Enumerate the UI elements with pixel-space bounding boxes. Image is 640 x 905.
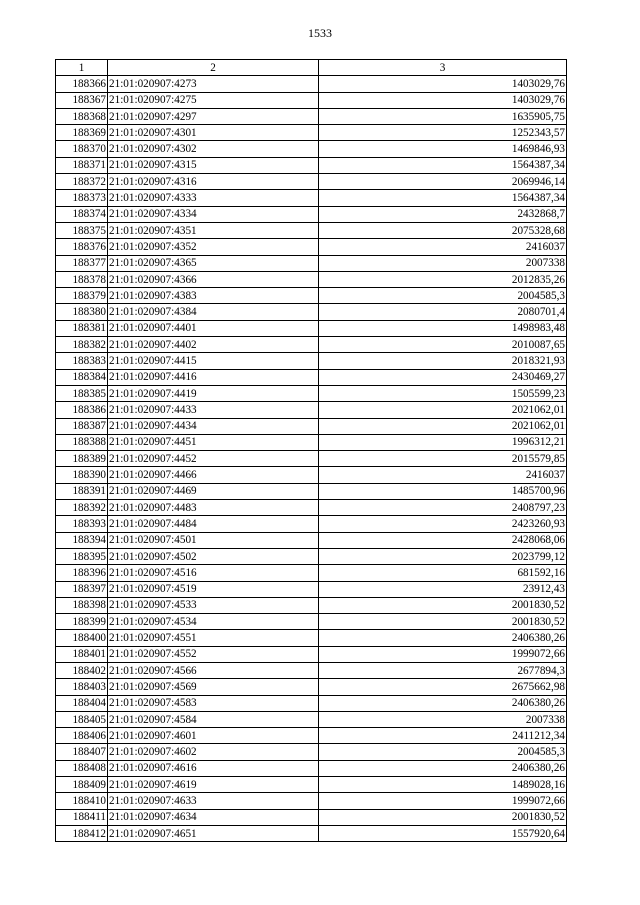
row-number: 188397 bbox=[56, 581, 108, 597]
cadastral-number: 21:01:020907:4316 bbox=[108, 174, 319, 190]
table-row bbox=[56, 760, 567, 776]
cadastral-number: 21:01:020907:4634 bbox=[108, 809, 319, 825]
cadastral-value: 2001830,52 bbox=[319, 597, 567, 613]
cadastral-value: 1564387,34 bbox=[319, 157, 567, 173]
table-row bbox=[56, 125, 567, 141]
table-row bbox=[56, 809, 567, 825]
cadastral-value: 2432868,7 bbox=[319, 206, 567, 222]
cadastral-number: 21:01:020907:4601 bbox=[108, 728, 319, 744]
header-col-1: 1 bbox=[56, 60, 108, 76]
row-number: 188372 bbox=[56, 174, 108, 190]
row-number: 188396 bbox=[56, 565, 108, 581]
cadastral-number: 21:01:020907:4333 bbox=[108, 190, 319, 206]
cadastral-value: 2406380,26 bbox=[319, 695, 567, 711]
cadastral-value: 2004585,3 bbox=[319, 744, 567, 760]
table-row bbox=[56, 239, 567, 255]
cadastral-number: 21:01:020907:4384 bbox=[108, 304, 319, 320]
row-number: 188405 bbox=[56, 711, 108, 727]
table-row bbox=[56, 825, 567, 841]
row-number: 188409 bbox=[56, 777, 108, 793]
table-row bbox=[56, 630, 567, 646]
table-row bbox=[56, 385, 567, 401]
table-row bbox=[56, 76, 567, 92]
row-number: 188373 bbox=[56, 190, 108, 206]
cadastral-number: 21:01:020907:4334 bbox=[108, 206, 319, 222]
table-row bbox=[56, 157, 567, 173]
table-body bbox=[56, 76, 567, 842]
table-row bbox=[56, 597, 567, 613]
table-row bbox=[56, 434, 567, 450]
table-row bbox=[56, 614, 567, 630]
row-number: 188380 bbox=[56, 304, 108, 320]
cadastral-number: 21:01:020907:4419 bbox=[108, 385, 319, 401]
cadastral-value: 1485700,96 bbox=[319, 483, 567, 499]
table-row bbox=[56, 206, 567, 222]
row-number: 188400 bbox=[56, 630, 108, 646]
table-row bbox=[56, 500, 567, 516]
row-number: 188378 bbox=[56, 271, 108, 287]
row-number: 188410 bbox=[56, 793, 108, 809]
cadastral-number: 21:01:020907:4434 bbox=[108, 418, 319, 434]
cadastral-value: 2408797,23 bbox=[319, 500, 567, 516]
cadastral-number: 21:01:020907:4297 bbox=[108, 108, 319, 124]
row-number: 188398 bbox=[56, 597, 108, 613]
row-number: 188368 bbox=[56, 108, 108, 124]
row-number: 188412 bbox=[56, 825, 108, 841]
cadastral-number: 21:01:020907:4301 bbox=[108, 125, 319, 141]
cadastral-value: 1557920,64 bbox=[319, 825, 567, 841]
row-number: 188374 bbox=[56, 206, 108, 222]
cadastral-value: 2007338 bbox=[319, 711, 567, 727]
row-number: 188381 bbox=[56, 320, 108, 336]
row-number: 188369 bbox=[56, 125, 108, 141]
cadastral-number: 21:01:020907:4633 bbox=[108, 793, 319, 809]
cadastral-number: 21:01:020907:4302 bbox=[108, 141, 319, 157]
row-number: 188383 bbox=[56, 353, 108, 369]
table-row bbox=[56, 369, 567, 385]
row-number: 188391 bbox=[56, 483, 108, 499]
cadastral-value: 23912,43 bbox=[319, 581, 567, 597]
row-number: 188375 bbox=[56, 222, 108, 238]
row-number: 188385 bbox=[56, 385, 108, 401]
cadastral-number: 21:01:020907:4483 bbox=[108, 500, 319, 516]
cadastral-value: 681592,16 bbox=[319, 565, 567, 581]
cadastral-value: 2406380,26 bbox=[319, 630, 567, 646]
cadastral-value: 2015579,85 bbox=[319, 451, 567, 467]
cadastral-value: 2416037 bbox=[319, 467, 567, 483]
header-col-3: 3 bbox=[319, 60, 567, 76]
cadastral-number: 21:01:020907:4275 bbox=[108, 92, 319, 108]
cadastral-number: 21:01:020907:4366 bbox=[108, 271, 319, 287]
cadastral-number: 21:01:020907:4533 bbox=[108, 597, 319, 613]
cadastral-value: 2007338 bbox=[319, 255, 567, 271]
row-number: 188386 bbox=[56, 402, 108, 418]
cadastral-number: 21:01:020907:4651 bbox=[108, 825, 319, 841]
row-number: 188377 bbox=[56, 255, 108, 271]
table-row bbox=[56, 793, 567, 809]
table-row bbox=[56, 402, 567, 418]
row-number: 188395 bbox=[56, 548, 108, 564]
cadastral-value: 2075328,68 bbox=[319, 222, 567, 238]
table-row bbox=[56, 288, 567, 304]
cadastral-value: 2001830,52 bbox=[319, 809, 567, 825]
cadastral-number: 21:01:020907:4534 bbox=[108, 614, 319, 630]
row-number: 188392 bbox=[56, 500, 108, 516]
row-number: 188408 bbox=[56, 760, 108, 776]
cadastral-number: 21:01:020907:4519 bbox=[108, 581, 319, 597]
row-number: 188366 bbox=[56, 76, 108, 92]
table-row bbox=[56, 304, 567, 320]
cadastral-number: 21:01:020907:4502 bbox=[108, 548, 319, 564]
row-number: 188399 bbox=[56, 614, 108, 630]
table-row bbox=[56, 467, 567, 483]
table-row bbox=[56, 337, 567, 353]
row-number: 188390 bbox=[56, 467, 108, 483]
table-row bbox=[56, 451, 567, 467]
table-row bbox=[56, 711, 567, 727]
cadastral-number: 21:01:020907:4619 bbox=[108, 777, 319, 793]
cadastral-value: 1252343,57 bbox=[319, 125, 567, 141]
cadastral-number: 21:01:020907:4365 bbox=[108, 255, 319, 271]
cadastral-value: 2018321,93 bbox=[319, 353, 567, 369]
cadastral-number: 21:01:020907:4501 bbox=[108, 532, 319, 548]
row-number: 188402 bbox=[56, 662, 108, 678]
cadastral-number: 21:01:020907:4569 bbox=[108, 679, 319, 695]
cadastral-value: 2023799,12 bbox=[319, 548, 567, 564]
table-row bbox=[56, 271, 567, 287]
cadastral-value: 2012835,26 bbox=[319, 271, 567, 287]
cadastral-value: 2423260,93 bbox=[319, 516, 567, 532]
cadastral-number: 21:01:020907:4352 bbox=[108, 239, 319, 255]
cadastral-number: 21:01:020907:4516 bbox=[108, 565, 319, 581]
page-number: 1533 bbox=[308, 26, 332, 40]
cadastral-number: 21:01:020907:4602 bbox=[108, 744, 319, 760]
table-row bbox=[56, 320, 567, 336]
row-number: 188389 bbox=[56, 451, 108, 467]
cadastral-value: 2021062,01 bbox=[319, 418, 567, 434]
row-number: 188376 bbox=[56, 239, 108, 255]
row-number: 188388 bbox=[56, 434, 108, 450]
row-number: 188407 bbox=[56, 744, 108, 760]
header-col-2: 2 bbox=[108, 60, 319, 76]
cadastral-number: 21:01:020907:4415 bbox=[108, 353, 319, 369]
cadastral-number: 21:01:020907:4551 bbox=[108, 630, 319, 646]
cadastral-value: 2406380,26 bbox=[319, 760, 567, 776]
table-row bbox=[56, 108, 567, 124]
table-header-row bbox=[56, 60, 567, 76]
table-row bbox=[56, 174, 567, 190]
cadastral-value: 1996312,21 bbox=[319, 434, 567, 450]
row-number: 188406 bbox=[56, 728, 108, 744]
row-number: 188393 bbox=[56, 516, 108, 532]
row-number: 188367 bbox=[56, 92, 108, 108]
cadastral-value: 2430469,27 bbox=[319, 369, 567, 385]
cadastral-value: 2080701,4 bbox=[319, 304, 567, 320]
cadastral-number: 21:01:020907:4452 bbox=[108, 451, 319, 467]
cadastral-number: 21:01:020907:4451 bbox=[108, 434, 319, 450]
table-row bbox=[56, 353, 567, 369]
cadastral-number: 21:01:020907:4416 bbox=[108, 369, 319, 385]
cadastral-value: 2069946,14 bbox=[319, 174, 567, 190]
table-row bbox=[56, 141, 567, 157]
table-row bbox=[56, 662, 567, 678]
cadastral-value: 2416037 bbox=[319, 239, 567, 255]
table-row bbox=[56, 222, 567, 238]
table-row bbox=[56, 646, 567, 662]
table-row bbox=[56, 483, 567, 499]
table-row bbox=[56, 532, 567, 548]
row-number: 188394 bbox=[56, 532, 108, 548]
row-number: 188401 bbox=[56, 646, 108, 662]
cadastral-value: 2675662,98 bbox=[319, 679, 567, 695]
cadastral-value: 2021062,01 bbox=[319, 402, 567, 418]
cadastral-number: 21:01:020907:4466 bbox=[108, 467, 319, 483]
table-row bbox=[56, 255, 567, 271]
cadastral-number: 21:01:020907:4273 bbox=[108, 76, 319, 92]
row-number: 188404 bbox=[56, 695, 108, 711]
cadastral-number: 21:01:020907:4402 bbox=[108, 337, 319, 353]
cadastral-value: 2677894,3 bbox=[319, 662, 567, 678]
table-row bbox=[56, 565, 567, 581]
table-row bbox=[56, 695, 567, 711]
registry-table bbox=[55, 59, 567, 842]
cadastral-value: 1403029,76 bbox=[319, 92, 567, 108]
row-number: 188382 bbox=[56, 337, 108, 353]
table-row bbox=[56, 581, 567, 597]
cadastral-number: 21:01:020907:4616 bbox=[108, 760, 319, 776]
cadastral-value: 2411212,34 bbox=[319, 728, 567, 744]
cadastral-number: 21:01:020907:4552 bbox=[108, 646, 319, 662]
cadastral-value: 2001830,52 bbox=[319, 614, 567, 630]
table-row bbox=[56, 190, 567, 206]
cadastral-value: 1498983,48 bbox=[319, 320, 567, 336]
cadastral-number: 21:01:020907:4401 bbox=[108, 320, 319, 336]
row-number: 188384 bbox=[56, 369, 108, 385]
row-number: 188387 bbox=[56, 418, 108, 434]
cadastral-value: 1403029,76 bbox=[319, 76, 567, 92]
cadastral-number: 21:01:020907:4584 bbox=[108, 711, 319, 727]
table-row bbox=[56, 679, 567, 695]
row-number: 188379 bbox=[56, 288, 108, 304]
cadastral-value: 1999072,66 bbox=[319, 793, 567, 809]
row-number: 188403 bbox=[56, 679, 108, 695]
cadastral-number: 21:01:020907:4433 bbox=[108, 402, 319, 418]
row-number: 188370 bbox=[56, 141, 108, 157]
cadastral-number: 21:01:020907:4469 bbox=[108, 483, 319, 499]
table-row bbox=[56, 744, 567, 760]
row-number: 188371 bbox=[56, 157, 108, 173]
table-row bbox=[56, 516, 567, 532]
cadastral-value: 1469846,93 bbox=[319, 141, 567, 157]
cadastral-value: 1635905,75 bbox=[319, 108, 567, 124]
cadastral-value: 1489028,16 bbox=[319, 777, 567, 793]
table-row bbox=[56, 418, 567, 434]
table-row bbox=[56, 548, 567, 564]
cadastral-number: 21:01:020907:4351 bbox=[108, 222, 319, 238]
cadastral-number: 21:01:020907:4383 bbox=[108, 288, 319, 304]
cadastral-value: 1505599,23 bbox=[319, 385, 567, 401]
cadastral-number: 21:01:020907:4583 bbox=[108, 695, 319, 711]
cadastral-value: 2004585,3 bbox=[319, 288, 567, 304]
table-row bbox=[56, 777, 567, 793]
cadastral-number: 21:01:020907:4484 bbox=[108, 516, 319, 532]
cadastral-number: 21:01:020907:4566 bbox=[108, 662, 319, 678]
table-row bbox=[56, 728, 567, 744]
table-row bbox=[56, 92, 567, 108]
cadastral-value: 1564387,34 bbox=[319, 190, 567, 206]
cadastral-value: 1999072,66 bbox=[319, 646, 567, 662]
cadastral-value: 2010087,65 bbox=[319, 337, 567, 353]
row-number: 188411 bbox=[56, 809, 108, 825]
cadastral-value: 2428068,06 bbox=[319, 532, 567, 548]
cadastral-number: 21:01:020907:4315 bbox=[108, 157, 319, 173]
